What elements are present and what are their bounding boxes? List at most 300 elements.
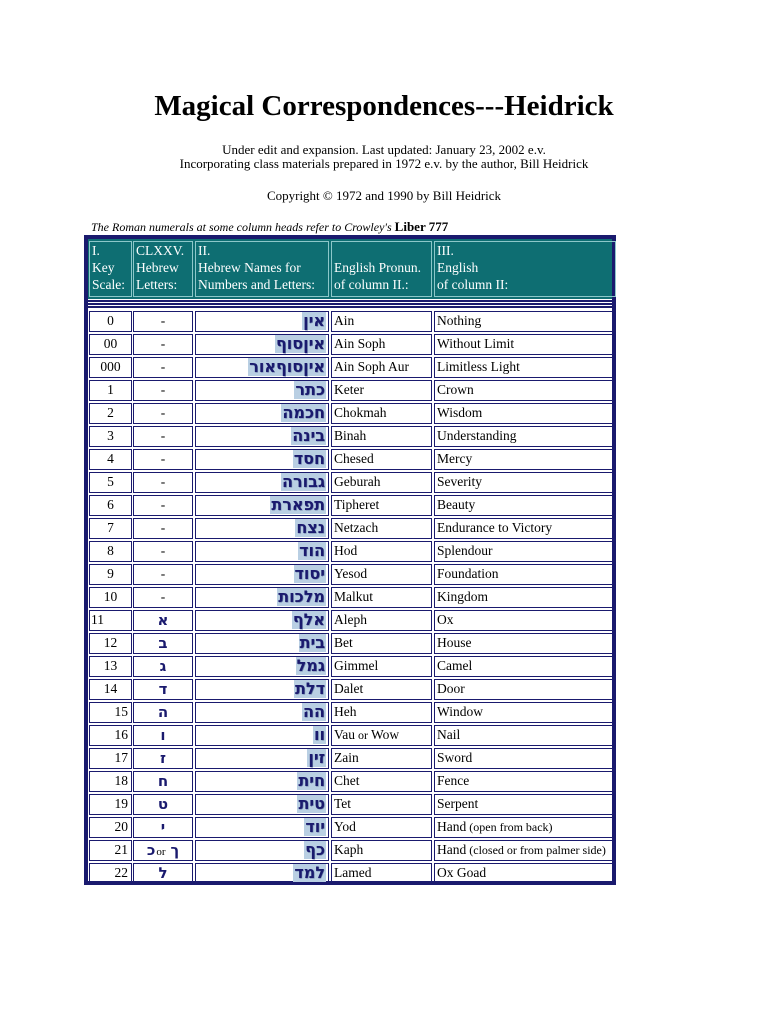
hebrew-word: איןסוף [275, 334, 325, 353]
pronunciation: Heh [334, 704, 357, 719]
key-scale-cell [89, 472, 132, 493]
english-meaning-cell [434, 610, 616, 631]
table-row [88, 586, 612, 609]
hebrew-letter-cell [133, 725, 193, 746]
hebrew-name-cell [195, 518, 329, 539]
key-value: 1 [107, 382, 114, 397]
hebrew-word: תפארת [271, 495, 325, 514]
pronunciation: Hod [334, 543, 358, 558]
hebrew-name-cell [195, 725, 329, 746]
copyright-note: Copyright © 1972 and 1990 by Bill Heidrick [266, 188, 502, 203]
header-hebrew-letter [133, 241, 193, 297]
english-meaning: Hand [437, 819, 467, 834]
hebrew-word: זין [308, 748, 325, 767]
pronunciation-cell [331, 380, 432, 401]
english-meaning: Foundation [437, 566, 499, 581]
pronunciation-cell [331, 403, 432, 424]
hebrew-letter-cell [133, 702, 193, 723]
key-scale-cell [89, 334, 132, 355]
english-meaning-cell [434, 403, 616, 424]
table-row [88, 724, 612, 747]
hebrew-word: אין [303, 311, 325, 330]
key-value: 14 [103, 681, 118, 696]
english-meaning: Without Limit [437, 336, 515, 351]
hebrew-letter-cell [133, 748, 193, 769]
key-scale-cell [89, 725, 132, 746]
hebrew-letter: ג [159, 657, 167, 675]
hebrew-name-cell [195, 472, 329, 493]
english-meaning-cell [434, 633, 616, 654]
hebrew-word: בית [299, 633, 325, 652]
hebrew-letter-cell [133, 357, 193, 378]
hebrew-word: מלכות [278, 587, 325, 606]
hebrew-letter-cell [133, 403, 193, 424]
english-meaning: Hand [437, 842, 467, 857]
key-value: 0 [107, 313, 114, 328]
english-meaning: Ox Goad [437, 865, 487, 880]
english-meaning-cell [434, 587, 616, 608]
hebrew-word: כתר [295, 380, 325, 399]
english-meaning-cell [434, 564, 616, 585]
hebrew-name-cell [195, 426, 329, 447]
hebrew-word: הוד [299, 541, 325, 560]
key-scale-cell [89, 656, 132, 677]
hebrew-word: כף [305, 840, 325, 859]
hebrew-word: דלת [294, 679, 325, 698]
header-separator [88, 306, 612, 308]
key-scale-cell [89, 840, 132, 861]
pronunciation: Tet [334, 796, 352, 811]
table-row [88, 701, 612, 724]
hebrew-letter: ב [158, 634, 168, 652]
hebrew-name-cell [195, 311, 329, 332]
english-meaning: Nail [437, 727, 461, 742]
key-value: 000 [100, 359, 121, 374]
table-row [88, 540, 612, 563]
table-row [88, 356, 612, 379]
table-row [88, 448, 612, 471]
hebrew-name-cell [195, 334, 329, 355]
key-scale-cell [89, 702, 132, 723]
table-row [88, 632, 612, 655]
caption-text: The Roman numerals at some column heads refer to Crowley's [91, 220, 392, 234]
key-value: 4 [107, 451, 114, 466]
header-line: I. [92, 243, 100, 258]
pronunciation-cell [331, 725, 432, 746]
hebrew-name-cell [195, 587, 329, 608]
pronunciation-cell [331, 472, 432, 493]
english-meaning: Crown [437, 382, 474, 397]
hebrew-letter-cell [133, 771, 193, 792]
table-row [88, 379, 612, 402]
key-value: 17 [114, 750, 128, 765]
pronunciation-cell [331, 817, 432, 838]
hebrew-letter-cell [133, 587, 193, 608]
empty-dash: - [160, 566, 166, 581]
english-meaning-cell [434, 863, 616, 884]
pronunciation: Chokmah [334, 405, 387, 420]
hebrew-letter-cell [133, 610, 193, 631]
pronunciation-cell [331, 334, 432, 355]
pronunciation-alt: Wow [371, 727, 400, 742]
pronunciation: Ain [334, 313, 355, 328]
empty-dash: - [160, 336, 166, 351]
key-scale-cell [89, 564, 132, 585]
key-value: 12 [103, 635, 118, 650]
header-line: of column II.: [334, 277, 409, 292]
english-meaning-cell [434, 794, 616, 815]
or-word: or [358, 728, 368, 742]
hebrew-letter-cell [133, 426, 193, 447]
hebrew-name-cell [195, 633, 329, 654]
pronunciation: Vau [334, 727, 355, 742]
key-scale-cell [89, 311, 132, 332]
key-scale-cell [89, 633, 132, 654]
key-scale-cell [89, 748, 132, 769]
pronunciation: Netzach [334, 520, 379, 535]
key-value: 10 [103, 589, 118, 604]
hebrew-word: חית [298, 771, 325, 790]
hebrew-name-cell [195, 357, 329, 378]
pronunciation: Ain Soph Aur [334, 359, 410, 374]
english-meaning: Ox [437, 612, 454, 627]
hebrew-letter-cell [133, 518, 193, 539]
hebrew-letter: ה [157, 703, 169, 721]
hebrew-letter-cell [133, 449, 193, 470]
hebrew-name-cell [195, 403, 329, 424]
key-value: 8 [107, 543, 114, 558]
header-line: III. [437, 243, 454, 258]
key-scale-cell [89, 357, 132, 378]
pronunciation-cell [331, 541, 432, 562]
table-row [88, 402, 612, 425]
english-meaning: Serpent [437, 796, 479, 811]
key-value: 6 [107, 497, 114, 512]
hebrew-name-cell [195, 863, 329, 884]
english-meaning-cell [434, 817, 616, 838]
key-scale-cell [89, 863, 132, 884]
header-line: CLXXV. [136, 243, 185, 258]
header-line: II. [198, 243, 211, 258]
header-line [334, 242, 431, 259]
meaning-note: (open from back) [469, 820, 553, 834]
english-meaning-cell [434, 840, 616, 861]
key-scale-cell [89, 679, 132, 700]
pronunciation-cell [331, 656, 432, 677]
pronunciation: Dalet [334, 681, 364, 696]
table-row [88, 494, 612, 517]
english-meaning: Nothing [437, 313, 482, 328]
pronunciation: Aleph [334, 612, 367, 627]
key-scale-cell [89, 495, 132, 516]
pronunciation-cell [331, 564, 432, 585]
key-value: 21 [114, 842, 128, 857]
key-value: 15 [114, 704, 128, 719]
hebrew-letter: ו [160, 726, 166, 744]
key-scale-cell [89, 403, 132, 424]
english-meaning-cell [434, 311, 616, 332]
empty-dash: - [160, 589, 166, 604]
hebrew-letter: כ [146, 841, 156, 859]
english-meaning: Limitless Light [437, 359, 520, 374]
pronunciation: Tipheret [334, 497, 380, 512]
empty-dash: - [160, 451, 166, 466]
pronunciation-cell [331, 426, 432, 447]
pronunciation: Lamed [334, 865, 372, 880]
empty-dash: - [160, 520, 166, 535]
hebrew-word: גמל [296, 656, 325, 675]
key-scale-cell [89, 794, 132, 815]
page-title: Magical Correspondences---Heidrick [154, 90, 614, 122]
header-hebrew-name [195, 241, 329, 297]
table-row [88, 678, 612, 701]
hebrew-name-cell [195, 495, 329, 516]
caption-book-link: Liber 777 [394, 219, 449, 234]
english-meaning: Kingdom [437, 589, 489, 604]
header-line: English [437, 260, 479, 275]
pronunciation: Binah [334, 428, 367, 443]
hebrew-letter-cell [133, 840, 193, 861]
hebrew-letter-cell [133, 472, 193, 493]
hebrew-name-cell [195, 748, 329, 769]
hebrew-word: איןסוףאור [249, 357, 325, 376]
pronunciation: Malkut [334, 589, 373, 604]
key-value: 9 [107, 566, 114, 581]
table-caption [91, 219, 448, 235]
english-meaning: Fence [437, 773, 470, 788]
english-meaning-cell [434, 725, 616, 746]
hebrew-letter-cell [133, 311, 193, 332]
hebrew-letter-cell [133, 656, 193, 677]
pronunciation-cell [331, 633, 432, 654]
hebrew-word: יסוד [294, 564, 325, 583]
header-pronunciation [331, 241, 432, 297]
english-meaning-cell [434, 357, 616, 378]
key-scale-cell [89, 426, 132, 447]
table-row [88, 816, 612, 839]
pronunciation: Keter [334, 382, 364, 397]
english-meaning: Window [437, 704, 483, 719]
pronunciation-cell [331, 702, 432, 723]
hebrew-word: בינה [292, 426, 325, 445]
hebrew-letter-cell [133, 380, 193, 401]
empty-dash: - [160, 405, 166, 420]
empty-dash: - [160, 497, 166, 512]
pronunciation: Yod [334, 819, 356, 834]
english-meaning-cell [434, 748, 616, 769]
key-value: 16 [114, 727, 128, 742]
english-meaning: Beauty [437, 497, 476, 512]
header-separator [88, 303, 612, 305]
table-row [88, 517, 612, 540]
hebrew-name-cell [195, 449, 329, 470]
pronunciation: Geburah [334, 474, 381, 489]
hebrew-letter-cell [133, 564, 193, 585]
pronunciation-cell [331, 748, 432, 769]
table-row [88, 862, 612, 885]
english-meaning-cell [434, 679, 616, 700]
pronunciation-cell [331, 495, 432, 516]
table-row [88, 563, 612, 586]
pronunciation: Gimmel [334, 658, 379, 673]
english-meaning-cell [434, 380, 616, 401]
key-scale-cell [89, 771, 132, 792]
table-body [88, 239, 612, 881]
empty-dash: - [160, 359, 166, 374]
key-scale-cell [89, 587, 132, 608]
english-meaning-cell [434, 449, 616, 470]
pronunciation-cell [331, 518, 432, 539]
table-row [88, 793, 612, 816]
hebrew-letter-cell [133, 679, 193, 700]
hebrew-word: יוד [305, 817, 325, 836]
hebrew-letter: ל [158, 864, 168, 882]
empty-dash: - [160, 428, 166, 443]
english-meaning: Mercy [437, 451, 473, 466]
pronunciation-cell [331, 840, 432, 861]
pronunciation: Zain [334, 750, 359, 765]
pronunciation: Chesed [334, 451, 374, 466]
hebrew-word: אלף [292, 610, 325, 629]
hebrew-name-cell [195, 610, 329, 631]
english-meaning-cell [434, 334, 616, 355]
table-row [88, 839, 612, 862]
pronunciation-cell [331, 771, 432, 792]
table-row [88, 747, 612, 770]
english-meaning-cell [434, 472, 616, 493]
english-meaning: Endurance to Victory [437, 520, 553, 535]
header-english-meaning [434, 241, 616, 297]
pronunciation-cell [331, 863, 432, 884]
key-scale-cell [89, 541, 132, 562]
edit-note: Under edit and expansion. Last updated: January 23, 2002 e.v. [222, 142, 546, 157]
hebrew-letter-final: ך [170, 841, 180, 859]
pronunciation-cell [331, 449, 432, 470]
table-header [88, 239, 612, 299]
hebrew-letter: ט [157, 795, 169, 813]
hebrew-name-cell [195, 794, 329, 815]
hebrew-letter-cell [133, 334, 193, 355]
hebrew-letter-cell [133, 817, 193, 838]
key-value: 20 [114, 819, 128, 834]
english-meaning: Severity [437, 474, 482, 489]
pronunciation: Chet [334, 773, 360, 788]
table-row [88, 425, 612, 448]
hebrew-letter-cell [133, 863, 193, 884]
empty-dash: - [160, 382, 166, 397]
key-value: 13 [103, 658, 118, 673]
key-scale-cell [89, 518, 132, 539]
header-line: Scale: [92, 277, 125, 292]
pronunciation: Ain Soph [334, 336, 386, 351]
header-line: Key [92, 260, 115, 275]
key-value: 22 [114, 865, 128, 880]
hebrew-name-cell [195, 564, 329, 585]
table-row [88, 471, 612, 494]
hebrew-letter-cell [133, 541, 193, 562]
hebrew-letter-cell [133, 495, 193, 516]
hebrew-letter: ז [159, 749, 166, 767]
or-word: or [156, 846, 166, 858]
pronunciation-cell [331, 357, 432, 378]
hebrew-name-cell [195, 817, 329, 838]
key-value: 5 [107, 474, 114, 489]
empty-dash: - [160, 474, 166, 489]
hebrew-letter-cell [133, 633, 193, 654]
english-meaning-cell [434, 541, 616, 562]
hebrew-word: גבורה [281, 472, 325, 491]
english-meaning: House [437, 635, 472, 650]
pronunciation: Kaph [334, 842, 364, 857]
table-row [88, 770, 612, 793]
pronunciation-cell [331, 587, 432, 608]
table-row [88, 333, 612, 356]
empty-dash: - [160, 543, 166, 558]
hebrew-name-cell [195, 380, 329, 401]
key-scale-cell [89, 817, 132, 838]
hebrew-word: הה [303, 702, 325, 721]
hebrew-word: למד [294, 863, 325, 882]
pronunciation-cell [331, 794, 432, 815]
class-note: Incorporating class materials prepared in 1972 e.v. by the author, Bill Heidrick [179, 156, 589, 171]
hebrew-name-cell [195, 702, 329, 723]
hebrew-letter: ד [158, 680, 168, 698]
english-meaning-cell [434, 518, 616, 539]
pronunciation-cell [331, 610, 432, 631]
hebrew-name-cell [195, 656, 329, 677]
pronunciation-cell [331, 679, 432, 700]
english-meaning: Wisdom [437, 405, 483, 420]
hebrew-name-cell [195, 679, 329, 700]
english-meaning: Camel [437, 658, 473, 673]
english-meaning-cell [434, 702, 616, 723]
key-scale-cell [89, 449, 132, 470]
hebrew-word: חכמה [282, 403, 325, 422]
hebrew-letter: א [157, 611, 169, 629]
key-value: 2 [107, 405, 114, 420]
empty-dash: - [160, 313, 166, 328]
hebrew-word: נצח [296, 518, 325, 537]
header-line: of column II: [437, 277, 509, 292]
hebrew-name-cell [195, 840, 329, 861]
english-meaning-cell [434, 771, 616, 792]
header-line: Letters: [136, 277, 178, 292]
table-row [88, 609, 612, 632]
hebrew-name-cell [195, 541, 329, 562]
meaning-note: (closed or from palmer side) [469, 843, 606, 857]
english-meaning: Sword [437, 750, 473, 765]
hebrew-word: טית [298, 794, 325, 813]
english-meaning-cell [434, 656, 616, 677]
header-line: English Pronun. [334, 260, 422, 275]
hebrew-word: חסד [293, 449, 325, 468]
correspondence-table [84, 235, 616, 885]
pronunciation: Yesod [334, 566, 368, 581]
english-meaning-cell [434, 495, 616, 516]
key-value: 18 [114, 773, 128, 788]
english-meaning: Door [437, 681, 465, 696]
english-meaning: Understanding [437, 428, 517, 443]
header-line: Hebrew Names for [198, 260, 301, 275]
table-row [88, 655, 612, 678]
key-value: 7 [107, 520, 114, 535]
pronunciation-cell [331, 311, 432, 332]
key-value: 3 [107, 428, 114, 443]
key-scale-cell [89, 380, 132, 401]
key-value: 00 [103, 336, 118, 351]
header-line: Numbers and Letters: [198, 277, 315, 292]
header-separator [88, 300, 612, 302]
